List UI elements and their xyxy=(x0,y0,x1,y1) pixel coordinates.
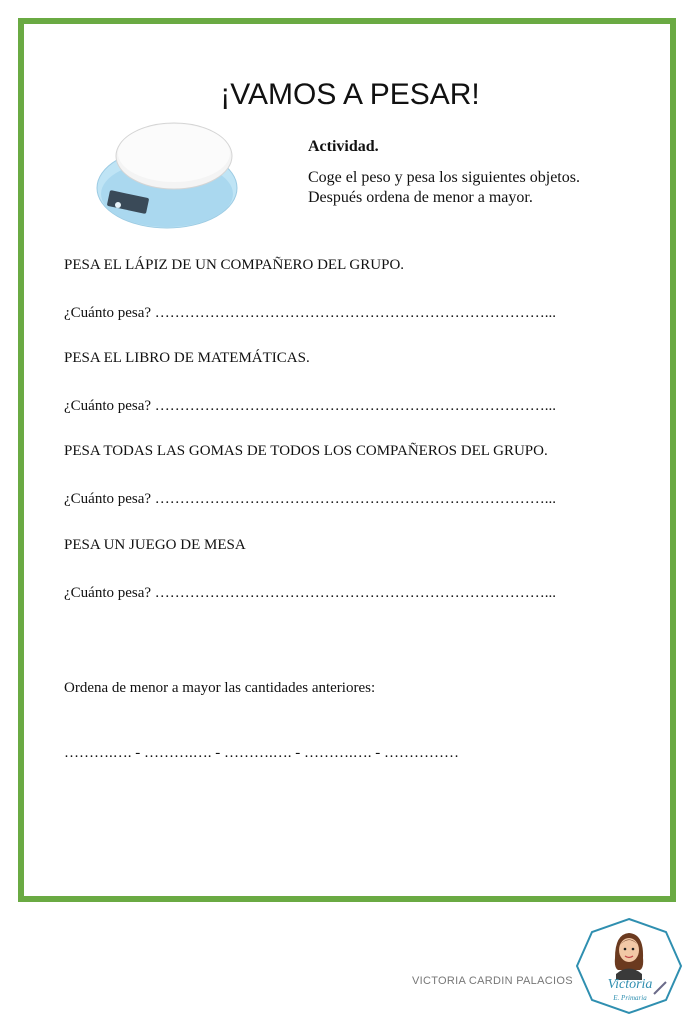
author-badge-logo xyxy=(574,916,684,1016)
order-prompt: Ordena de menor a mayor las cantidades anteriores: xyxy=(64,680,376,696)
badge-name: Victoria xyxy=(607,977,653,992)
activity-heading: Actividad. xyxy=(308,138,379,155)
answer-line[interactable]: ¿Cuánto pesa? ……………………………………………………………………... xyxy=(64,585,557,601)
answer-line[interactable]: ¿Cuánto pesa? ……………………………………………………………………... xyxy=(64,491,557,507)
author-name: VICTORIA CARDIN PALACIOS xyxy=(412,975,573,987)
activity-instructions xyxy=(308,138,638,208)
task-instruction: PESA TODAS LAS GOMAS DE TODOS LOS COMPAÑEROS DEL GRUPO. xyxy=(64,443,548,459)
kitchen-scale-illustration xyxy=(92,112,238,234)
task-instruction: PESA UN JUEGO DE MESA xyxy=(64,537,246,553)
activity-line: Coge el peso y pesa los siguientes objetos. xyxy=(308,169,580,186)
page-title: ¡VAMOS A PESAR! xyxy=(220,78,480,111)
task-instruction: PESA EL LIBRO DE MATEMÁTICAS. xyxy=(64,350,310,366)
activity-line: Después ordena de menor a mayor. xyxy=(308,189,533,206)
answer-line[interactable]: ¿Cuánto pesa? ……………………………………………………………………... xyxy=(64,305,557,321)
order-blanks[interactable]: ……….…. - ……….…. - ……….…. - ……….…. - …………… xyxy=(64,745,459,761)
task-instruction: PESA EL LÁPIZ DE UN COMPAÑERO DEL GRUPO. xyxy=(64,257,405,273)
answer-line[interactable]: ¿Cuánto pesa? ……………………………………………………………………... xyxy=(64,398,557,414)
badge-subtitle: E. Primaria xyxy=(613,994,647,1002)
